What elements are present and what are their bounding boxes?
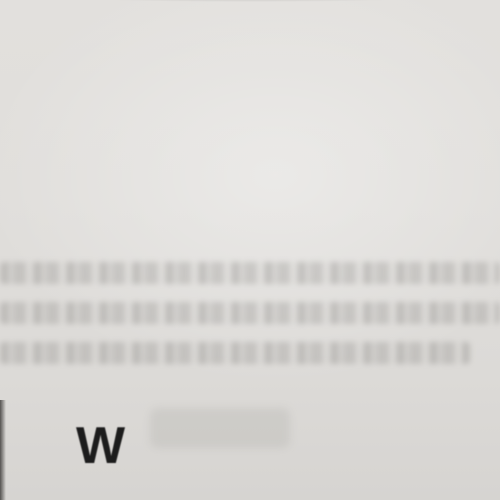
printed-letter: W <box>76 417 126 475</box>
blurred-text-line-2 <box>0 302 500 324</box>
blurred-text-line-3 <box>0 342 470 364</box>
blurred-text-line-1 <box>0 262 500 284</box>
top-edge-shadow <box>0 0 500 14</box>
faint-mark <box>150 408 290 448</box>
left-edge-shadow <box>0 400 6 500</box>
